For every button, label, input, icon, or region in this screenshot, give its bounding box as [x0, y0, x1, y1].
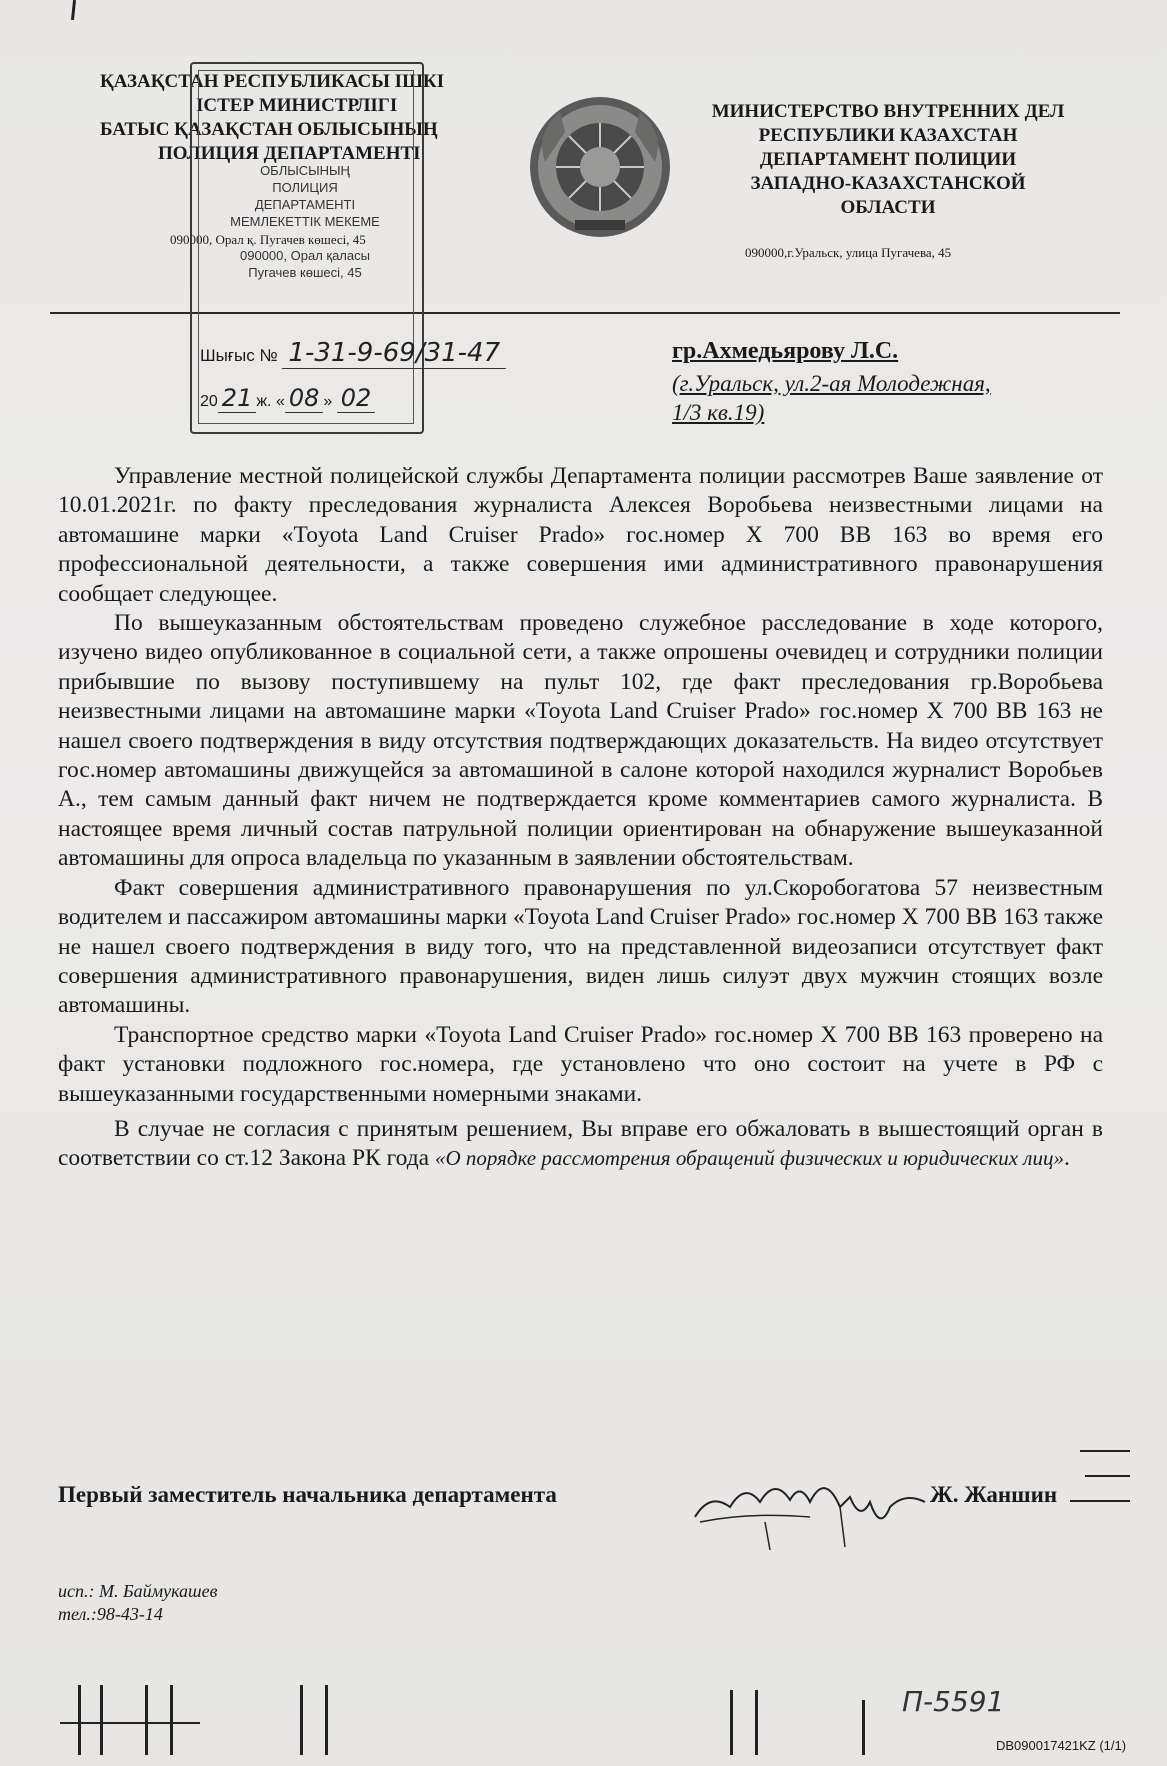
date-month: 02 — [337, 384, 376, 413]
outgoing-number-value: 1-31-9-69/31-47 — [282, 338, 506, 369]
body-paragraph: По вышеуказанным обстоятельствам проведено служебное расследование в ходе которого, изучено видео опубликованное в социальной сети, а также опрошены очевидец и сотрудники полиции прибывшие по вызову поступившему на пульт 102, где факт преследования гр.Воробьева неизвестными лицами на автомашине марки «Toyota Land Cruiser Prado» гос.номер Х 700 ВВ 163 не нашел своего подтверждения в виду отсутствия подтверждающих доказательств. На видео отсутствует гос.номер автомашины движущейся за автомашиной в салоне которой находился журналист Воробьев А., тем самым данный факт ничем не подтверждается кроме комментариев самого журналиста. В настоящее время личный состав патрульной полиции ориентирован на обнаружение вышеуказанной автомашины для опроса владельца по указанным в заявлении обстоятельствам. — [58, 610, 1103, 872]
stamp-line: 090000, Орал қаласы — [240, 248, 370, 263]
date-prefix: 20 — [200, 393, 218, 410]
appeal-law-title: «О порядке рассмотрения обращений физических и юридических лиц» — [434, 1146, 1064, 1171]
margin-tick — [145, 1685, 148, 1755]
margin-mark — [1080, 1450, 1130, 1452]
date-sep: » — [323, 393, 333, 410]
registration-mark: П-5591 — [902, 1685, 1005, 1718]
margin-tick — [78, 1685, 81, 1755]
header-russian — [688, 100, 1088, 220]
header-kz-line: БАТЫС ҚАЗАҚСТАН ОБЛЫСЫНЫҢ — [100, 119, 438, 140]
stamp-line: ДЕПАРТАМЕНТІ — [254, 197, 356, 212]
signatory-name: Ж. Жаншин — [930, 1482, 1058, 1507]
margin-tick — [100, 1685, 103, 1755]
header-ru-line: РЕСПУБЛИКИ КАЗАХСТАН — [758, 125, 1018, 146]
recipient-block — [672, 338, 1102, 427]
edge-mark — [71, 0, 76, 20]
header-ru-line: ЗАПАДНО-КАЗАХСТАНСКОЙ — [750, 173, 1026, 194]
body-paragraph: Транспортное средство марки «Toyota Land Cruiser Prado» гос.номер Х 700 ВВ 163 проверено на факт установки подложного гос.номера, где установлено что оно состоит на учете в РФ с вышеуказанными государственными номерными знаками. — [58, 1021, 1103, 1107]
stamp-line: МЕМЛЕКЕТТІК МЕКЕМЕ — [230, 214, 380, 229]
header-kz-line: ІСТЕР МИНИСТРЛІГІ — [196, 95, 398, 116]
body-paragraph: Управление местной полицейской службы Департамента полиции рассмотрев Ваше заявление от 10.01.2021г. по факту преследования журналиста Алексея Воробьева неизвестными лицами на автомашине марки «Toyota Land Cruiser Prado» гос.номер Х 700 ВВ 163 во время его профессиональной деятельности, а также совершения ими административного правонарушения сообщает следующее. — [58, 463, 1103, 607]
margin-mark — [1085, 1475, 1130, 1477]
outgoing-label: Шығыс № — [200, 346, 278, 365]
recipient-address-line: (г.Уральск, ул.2-ая Молодежная, — [672, 371, 991, 396]
margin-tick — [60, 1722, 200, 1724]
header-kz-line: ПОЛИЦИЯ ДЕПАРТАМЕНТІ — [158, 143, 421, 164]
margin-mark — [1070, 1500, 1130, 1502]
header-kz-line: ҚАЗАҚСТАН РЕСПУБЛИКАСЫ ІШКІ — [100, 71, 445, 92]
appeal-text: В случае не согласия с принятым решением, Вы вправе его обжаловать в вышестоящий орган в соответствии со ст.12 Закона РК года — [58, 1115, 1103, 1172]
executor-phone: тел.:98-43-14 — [58, 1604, 163, 1624]
stamp-line: ОБЛЫСЫНЫҢ — [260, 163, 350, 178]
header-ru-address: 090000,г.Уральск, улица Пугачева, 45 — [745, 245, 952, 260]
body-paragraph: Факт совершения административного правонарушения по ул.Скоробогатова 57 неизвестным водителем и пассажиром автомашины марки «Toyota Land Cruiser Prado» гос.номер Х 700 ВВ 163 также не нашел своего подтверждения в виду того, что на представленной видеозаписи отсутствует факт совершения административного правонарушения, виден лишь силуэт двух мужчин стоящих возле автомашины. — [58, 874, 1103, 1019]
outgoing-number — [200, 338, 506, 368]
date-day: 08 — [285, 384, 324, 413]
stamp-line: ПОЛИЦИЯ — [272, 180, 338, 195]
margin-tick — [755, 1690, 758, 1755]
appeal-end: . — [1063, 1145, 1070, 1172]
margin-tick — [730, 1690, 733, 1755]
margin-tick — [862, 1700, 865, 1755]
header-kz-address: 090000, Орал қ. Пугачев көшесі, 45 — [170, 232, 366, 247]
stamp-line — [200, 230, 410, 247]
margin-tick — [170, 1685, 173, 1755]
handwritten-signature-icon — [690, 1462, 930, 1552]
stamp-text — [200, 162, 410, 281]
date-suffix: ж. « — [256, 393, 285, 410]
header-ru-line: ОБЛАСТИ — [840, 197, 936, 218]
recipient-address-line: 1/3 кв.19) — [672, 400, 765, 425]
margin-tick — [325, 1685, 328, 1755]
body-paragraph-appeal — [58, 1115, 1103, 1174]
document-id: DB090017421KZ (1/1) — [996, 1738, 1127, 1753]
executor-info — [58, 1580, 217, 1626]
letter-body — [58, 462, 1103, 1174]
header-ru-line: МИНИСТЕРСТВО ВНУТРЕННИХ ДЕЛ — [711, 101, 1065, 122]
recipient-name: гр.Ахмедьярову Л.С. — [672, 338, 899, 364]
header-ru-line: ДЕПАРТАМЕНТ ПОЛИЦИИ — [759, 149, 1017, 170]
date-year: 21 — [218, 384, 257, 413]
recipient-address — [672, 369, 1102, 427]
margin-tick — [300, 1685, 303, 1755]
stamp-line: Пугачев көшесі, 45 — [248, 265, 362, 280]
state-emblem-icon — [525, 92, 675, 242]
outgoing-date — [200, 384, 375, 412]
executor-name: исп.: М. Баймукашев — [58, 1581, 218, 1601]
signatory-position: Первый заместитель начальника департамента — [58, 1482, 557, 1507]
